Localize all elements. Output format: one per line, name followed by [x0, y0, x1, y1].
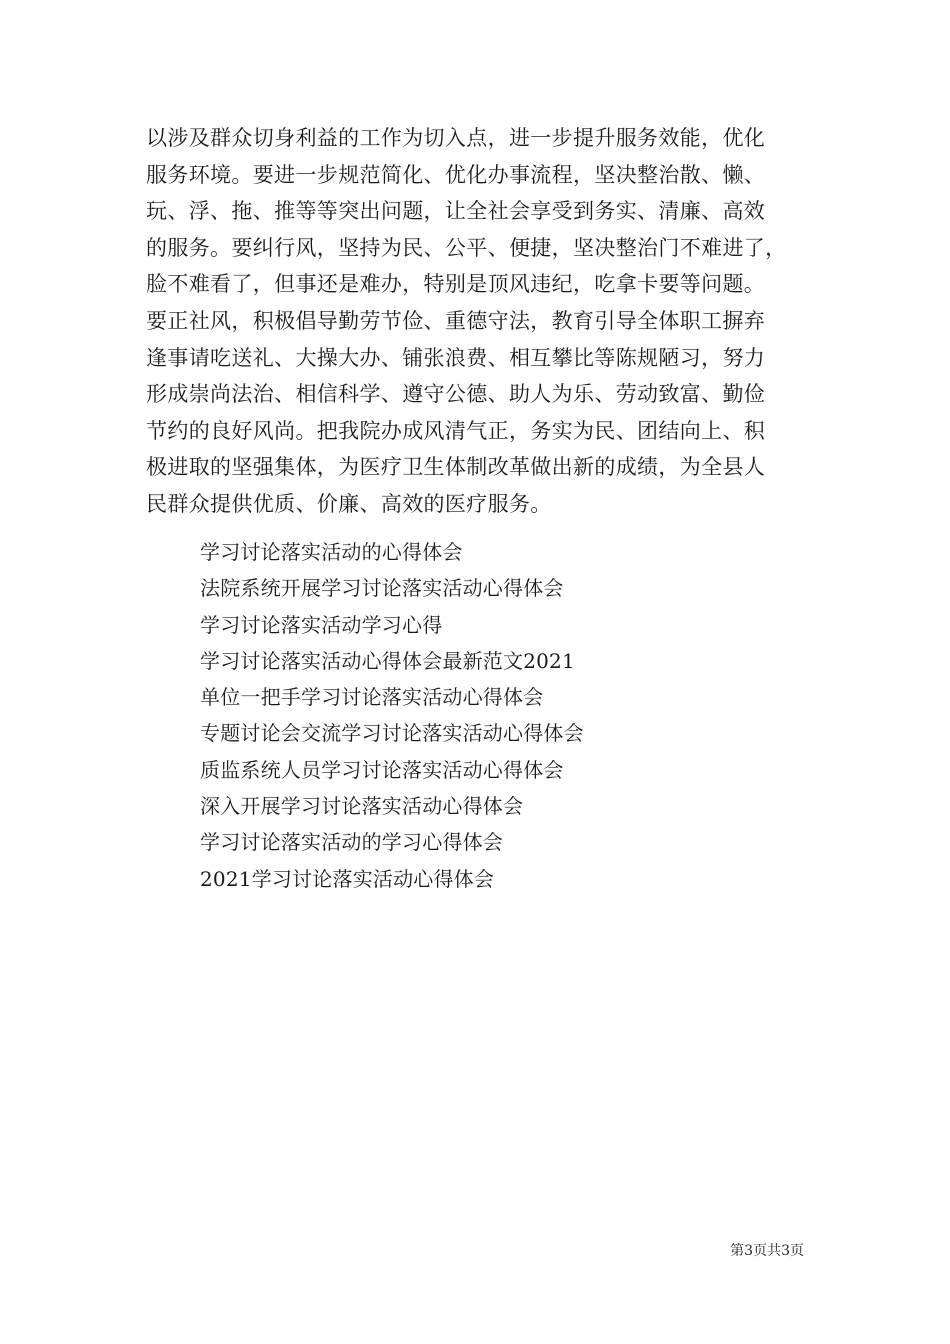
- related-article-link[interactable]: 深入开展学习讨论落实活动心得体会: [200, 794, 524, 819]
- related-article-link[interactable]: 法院系统开展学习讨论落实活动心得体会: [200, 576, 564, 601]
- related-article-link[interactable]: 单位一把手学习讨论落实活动心得体会: [200, 685, 544, 710]
- paragraph-line: 要正社风，积极倡导勤劳节俭、重德守法，教育引导全体职工摒弃: [146, 308, 766, 333]
- related-article-link[interactable]: 学习讨论落实活动学习心得: [200, 612, 443, 637]
- paragraph-line: 极进取的坚强集体，为医疗卫生体制改革做出新的成绩，为全县人: [146, 455, 766, 480]
- paragraph-line: 形成崇尚法治、相信科学、遵守公德、助人为乐、劳动致富、勤俭: [146, 382, 766, 407]
- related-article-link[interactable]: 专题讨论会交流学习讨论落实活动心得体会: [200, 721, 584, 746]
- related-articles-list: [200, 534, 584, 897]
- paragraph-line: 玩、浮、拖、推等等突出问题，让全社会享受到务实、清廉、高效: [146, 199, 766, 224]
- related-article-link[interactable]: 学习讨论落实活动心得体会最新范文2021: [200, 648, 575, 673]
- paragraph-line: 民群众提供优质、价廉、高效的医疗服务。: [146, 491, 552, 516]
- paragraph-line: 服务环境。要进一步规范简化、优化办事流程，坚决整治散、懒、: [146, 162, 766, 187]
- related-article-link[interactable]: 质监系统人员学习讨论落实活动心得体会: [200, 757, 564, 782]
- paragraph-line: 的服务。要纠行风，坚持为民、公平、便捷，坚决整治门不难进了，: [146, 235, 787, 260]
- related-article-link[interactable]: 学习讨论落实活动的心得体会: [200, 540, 463, 564]
- related-article-link[interactable]: 2021学习讨论落实活动心得体会: [200, 866, 495, 891]
- paragraph-line: 节约的良好风尚。把我院办成风清气正，务实为民、团结向上、积: [146, 418, 766, 443]
- related-article-link[interactable]: 学习讨论落实活动的学习心得体会: [200, 830, 503, 855]
- page-number-footer: 第3页共3页: [730, 1243, 804, 1259]
- paragraph-line: 脸不难看了，但事还是难办，特别是顶风违纪，吃拿卡要等问题。: [146, 272, 766, 297]
- paragraph-line: 逢事请吃送礼、大操大办、铺张浪费、相互攀比等陈规陋习，努力: [146, 345, 766, 370]
- body-paragraph: [146, 120, 806, 523]
- paragraph-line: 以涉及群众切身利益的工作为切入点，进一步提升服务效能，优化: [146, 126, 766, 150]
